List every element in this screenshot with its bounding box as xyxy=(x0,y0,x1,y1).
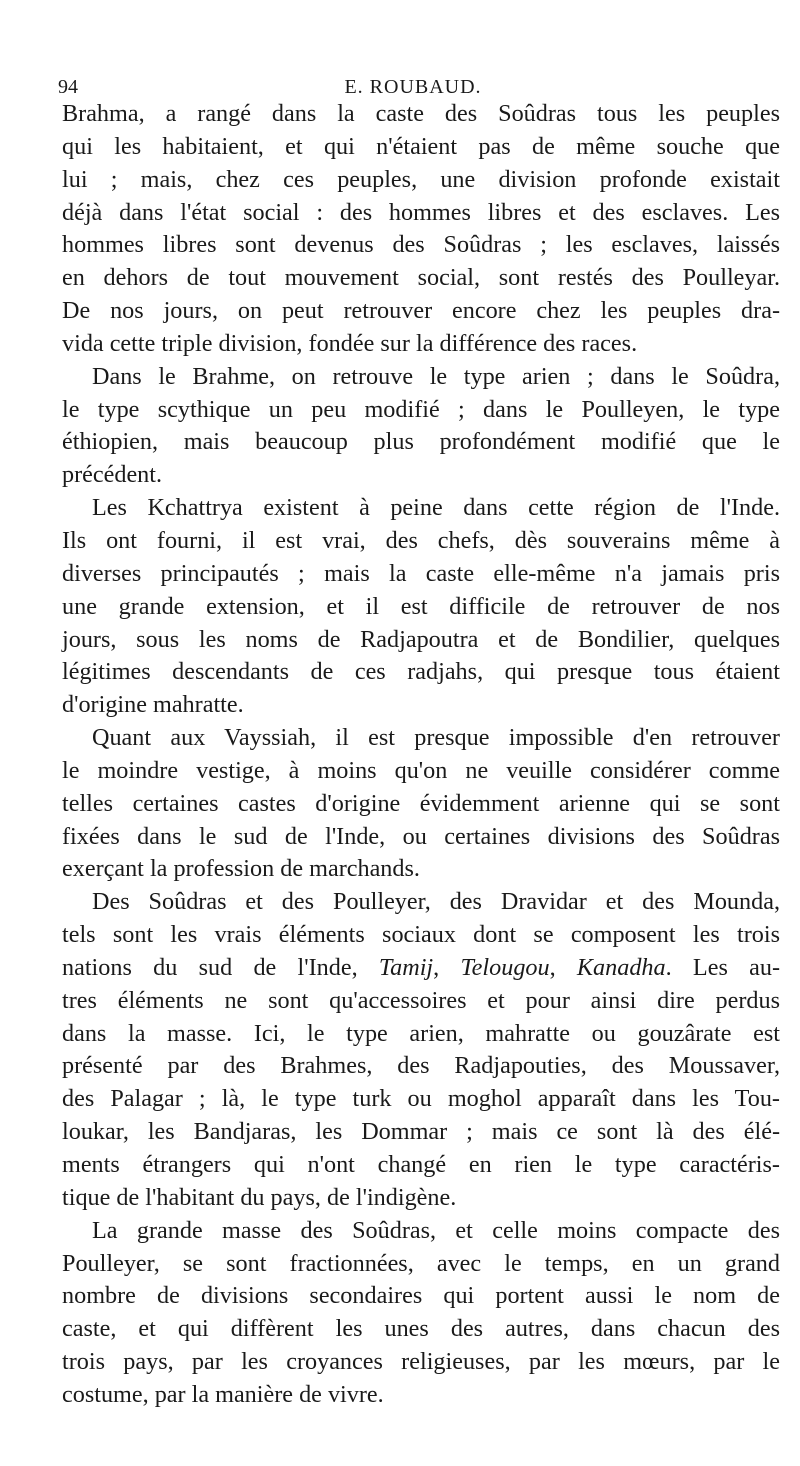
text-line: ments étrangers qui n'ont changé en rien le type caractéris- xyxy=(62,1151,780,1178)
text-line: déjà dans l'état social : des hommes libres et des esclaves. Les xyxy=(62,198,780,226)
text-line: De nos jours, on peut retrouver encore chez les peuples dra- xyxy=(62,297,780,325)
text-line: caste, et qui diffèrent les unes des autres, dans chacun des xyxy=(62,1315,780,1343)
paragraph-start-line: Les Kchattrya existent à peine dans cette région de l'Inde. xyxy=(92,494,780,522)
text-line: tres éléments ne sont qu'accessoires et pour ainsi dire perdus xyxy=(62,986,780,1014)
text-line: vida cette triple division, fondée sur la différence des races. xyxy=(62,329,638,357)
italic-word-telougou: Telougou xyxy=(460,953,550,981)
text-line: une grande extension, et il est difficile de retrouver de nos xyxy=(62,592,780,620)
text-line: légitimes descendants de ces radjahs, qui presque tous étaient xyxy=(62,658,780,686)
text-line: présenté par des Brahmes, des Radjapouties, des Moussaver, xyxy=(62,1052,780,1080)
text-line: le moindre vestige, à moins qu'on ne veuille considérer comme xyxy=(62,756,780,784)
italic-word-kanadha: Kanadha xyxy=(576,953,666,981)
text-line: tique de l'habitant du pays, de l'indigène. xyxy=(62,1183,457,1211)
text-line: exerçant la profession de marchands. xyxy=(62,855,420,883)
paragraph-start-line: Quant aux Vayssiah, il est presque impossible d'en retrouver xyxy=(92,724,780,752)
text-line: fixées dans le sud de l'Inde, ou certaines divisions des Soûdras xyxy=(62,822,780,850)
page-number: 94 xyxy=(58,76,78,98)
italic-word-tamij: Tamij xyxy=(378,953,434,981)
text-line: nombre de divisions secondaires qui portent aussi le nom de xyxy=(62,1282,780,1310)
text-line: tels sont les vrais éléments sociaux dont se composent les trois xyxy=(62,921,780,949)
text-line: costume, par la manière de vivre. xyxy=(62,1380,384,1408)
text-line: qui les habitaient, et qui n'étaient pas de même souche que xyxy=(62,132,780,160)
text-line: éthiopien, mais beaucoup plus profondément modifié que le xyxy=(62,428,780,456)
running-head xyxy=(58,74,768,100)
text-line: d'origine mahratte. xyxy=(62,691,244,719)
text-line: le type scythique un peu modifié ; dans le Poulleyen, le type xyxy=(62,395,780,423)
text-line: telles certaines castes d'origine évidemment arienne qui se sont xyxy=(62,789,780,817)
text-line: Poulleyer, se sont fractionnées, avec le temps, en un grand xyxy=(62,1249,780,1277)
text-line: précédent. xyxy=(62,461,163,489)
text-line: des Palagar ; là, le type turk ou moghol apparaît dans les Tou- xyxy=(62,1085,780,1113)
text-line: en dehors de tout mouvement social, sont restés des Poulleyar. xyxy=(62,264,780,292)
text-line: dans la masse. Ici, le type arien, mahratte ou gouzârate est xyxy=(62,1019,780,1047)
text-line: trois pays, par les croyances religieuses, par les mœurs, par le xyxy=(62,1348,780,1376)
text-line-with-italics: nations du sud de l'Inde, Tamij, Telougou, Kanadha. Les au- xyxy=(62,953,781,981)
text-line: Ils ont fourni, il est vrai, des chefs, dès souverains même à xyxy=(62,526,780,554)
paragraph-start-line: La grande masse des Soûdras, et celle moins compacte des xyxy=(92,1216,780,1244)
text-line: hommes libres sont devenus des Soûdras ; les esclaves, laissés xyxy=(62,231,780,259)
text-line: lui ; mais, chez ces peuples, une division profonde existait xyxy=(62,165,780,193)
text-line: loukar, les Bandjaras, les Dommar ; mais ce sont là des élé- xyxy=(62,1118,780,1146)
paragraph-start-line: Dans le Brahme, on retrouve le type arien ; dans le Soûdra, xyxy=(92,362,780,390)
text-line: Brahma, a rangé dans la caste des Soûdras tous les peuples xyxy=(62,100,780,127)
body-text xyxy=(62,98,780,1412)
header-author: E. ROUBAUD. xyxy=(344,76,482,98)
text-line: diverses principautés ; mais la caste elle-même n'a jamais pris xyxy=(62,559,780,587)
text-line: jours, sous les noms de Radjapoutra et de Bondilier, quelques xyxy=(62,625,780,653)
paragraph-start-line: Des Soûdras et des Poulleyer, des Dravidar et des Mounda, xyxy=(92,888,780,916)
